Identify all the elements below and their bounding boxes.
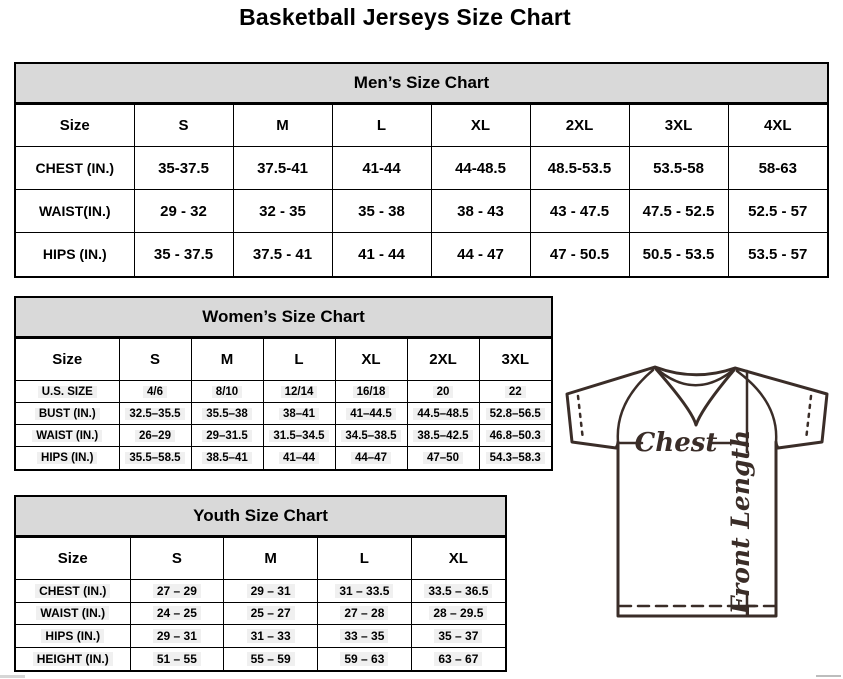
row-label-cell: HIPS (IN.) (16, 625, 130, 648)
corner-header-cell: Size (16, 339, 119, 381)
size-header-cell: M (233, 105, 332, 147)
value-cell: 41-44 (332, 147, 431, 190)
value-cell: 33.5 – 36.5 (411, 580, 505, 603)
value-cell: 44 - 47 (431, 233, 530, 276)
measurement-row (16, 447, 551, 469)
value-cell: 55 – 59 (224, 647, 318, 670)
chest-label: Chest (634, 428, 718, 458)
measurement-row (16, 403, 551, 425)
value-cell: 35.5–38 (191, 403, 263, 425)
value-cell: 63 – 67 (411, 647, 505, 670)
measurement-row (16, 602, 505, 625)
value-cell: 43 - 47.5 (530, 190, 629, 233)
value-cell: 41–44.5 (335, 403, 407, 425)
measurement-row (16, 580, 505, 603)
row-label-cell: HIPS (IN.) (16, 447, 119, 469)
size-header-cell: S (134, 105, 233, 147)
corner-header-cell: Size (16, 105, 134, 147)
size-header-row (16, 538, 505, 580)
value-cell: 29 – 31 (224, 580, 318, 603)
size-header-row (16, 105, 827, 147)
measurement-row (16, 233, 827, 276)
size-table (16, 104, 827, 276)
row-label-cell: BUST (IN.) (16, 403, 119, 425)
value-cell: 37.5 - 41 (233, 233, 332, 276)
value-cell: 51 – 55 (130, 647, 224, 670)
measurement-row (16, 425, 551, 447)
value-cell: 8/10 (191, 381, 263, 403)
womens-size-table (16, 338, 551, 469)
value-cell: 16/18 (335, 381, 407, 403)
value-cell: 27 – 28 (318, 602, 412, 625)
youth-chart-header: Youth Size Chart (16, 497, 505, 537)
value-cell: 29–31.5 (191, 425, 263, 447)
measurement-row (16, 647, 505, 670)
mens-chart-header: Men’s Size Chart (16, 64, 827, 104)
value-cell: 35 - 37.5 (134, 233, 233, 276)
size-header-cell: 4XL (728, 105, 827, 147)
row-label-cell: WAIST (IN.) (16, 602, 130, 625)
size-header-cell: M (224, 538, 318, 580)
value-cell: 28 – 29.5 (411, 602, 505, 625)
womens-size-chart (14, 296, 553, 471)
row-label-cell: CHEST (IN.) (16, 147, 134, 190)
front-length-label: Front Length (726, 429, 755, 615)
size-table (16, 537, 505, 670)
value-cell: 41 - 44 (332, 233, 431, 276)
value-cell: 37.5-41 (233, 147, 332, 190)
size-header-cell: L (263, 339, 335, 381)
size-header-cell: L (332, 105, 431, 147)
value-cell: 38.5–41 (191, 447, 263, 469)
measurement-row (16, 625, 505, 648)
value-cell: 31 – 33 (224, 625, 318, 648)
value-cell: 48.5-53.5 (530, 147, 629, 190)
measurement-row (16, 190, 827, 233)
page-title: Basketball Jerseys Size Chart (239, 4, 571, 30)
mens-size-chart (14, 62, 829, 278)
value-cell: 4/6 (119, 381, 191, 403)
value-cell: 53.5 - 57 (728, 233, 827, 276)
value-cell: 32 - 35 (233, 190, 332, 233)
value-cell: 47.5 - 52.5 (629, 190, 728, 233)
row-label-cell: U.S. SIZE (16, 381, 119, 403)
value-cell: 54.3–58.3 (479, 447, 551, 469)
value-cell: 41–44 (263, 447, 335, 469)
size-header-cell: L (318, 538, 412, 580)
scrollbar-fragment-right[interactable] (816, 675, 841, 677)
value-cell: 38–41 (263, 403, 335, 425)
value-cell: 20 (407, 381, 479, 403)
size-header-cell: XL (431, 105, 530, 147)
value-cell: 29 - 32 (134, 190, 233, 233)
value-cell: 24 – 25 (130, 602, 224, 625)
value-cell: 35.5–58.5 (119, 447, 191, 469)
value-cell: 35 – 37 (411, 625, 505, 648)
size-header-cell: XL (335, 339, 407, 381)
value-cell: 52.8–56.5 (479, 403, 551, 425)
value-cell: 47–50 (407, 447, 479, 469)
jersey-measurement-diagram (550, 352, 840, 644)
jersey-outline (567, 367, 827, 616)
size-header-cell: 2XL (530, 105, 629, 147)
row-label-cell: WAIST (IN.) (16, 425, 119, 447)
size-header-cell: S (130, 538, 224, 580)
value-cell: 53.5-58 (629, 147, 728, 190)
youth-size-chart (14, 495, 507, 672)
size-header-row (16, 339, 551, 381)
value-cell: 38 - 43 (431, 190, 530, 233)
jersey-diagram-svg (550, 352, 840, 644)
value-cell: 12/14 (263, 381, 335, 403)
size-table (16, 338, 551, 469)
value-cell: 52.5 - 57 (728, 190, 827, 233)
value-cell: 31.5–34.5 (263, 425, 335, 447)
value-cell: 34.5–38.5 (335, 425, 407, 447)
scrollbar-fragment-left[interactable] (0, 675, 25, 678)
value-cell: 44–47 (335, 447, 407, 469)
row-label-cell: HEIGHT (IN.) (16, 647, 130, 670)
size-header-cell: 3XL (479, 339, 551, 381)
value-cell: 27 – 29 (130, 580, 224, 603)
row-label-cell: CHEST (IN.) (16, 580, 130, 603)
value-cell: 50.5 - 53.5 (629, 233, 728, 276)
row-label-cell: HIPS (IN.) (16, 233, 134, 276)
size-header-cell: XL (411, 538, 505, 580)
measurement-row (16, 147, 827, 190)
value-cell: 47 - 50.5 (530, 233, 629, 276)
size-header-cell: S (119, 339, 191, 381)
row-label-cell: WAIST(IN.) (16, 190, 134, 233)
value-cell: 35 - 38 (332, 190, 431, 233)
value-cell: 25 – 27 (224, 602, 318, 625)
value-cell: 33 – 35 (318, 625, 412, 648)
value-cell: 29 – 31 (130, 625, 224, 648)
value-cell: 46.8–50.3 (479, 425, 551, 447)
measurement-row (16, 381, 551, 403)
value-cell: 44-48.5 (431, 147, 530, 190)
value-cell: 38.5–42.5 (407, 425, 479, 447)
size-header-cell: M (191, 339, 263, 381)
value-cell: 22 (479, 381, 551, 403)
value-cell: 32.5–35.5 (119, 403, 191, 425)
youth-size-table (16, 537, 505, 670)
size-header-cell: 3XL (629, 105, 728, 147)
value-cell: 44.5–48.5 (407, 403, 479, 425)
value-cell: 31 – 33.5 (318, 580, 412, 603)
womens-chart-header: Women’s Size Chart (16, 298, 551, 338)
corner-header-cell: Size (16, 538, 130, 580)
mens-size-table (16, 104, 827, 276)
value-cell: 58-63 (728, 147, 827, 190)
value-cell: 59 – 63 (318, 647, 412, 670)
value-cell: 35-37.5 (134, 147, 233, 190)
value-cell: 26–29 (119, 425, 191, 447)
size-header-cell: 2XL (407, 339, 479, 381)
